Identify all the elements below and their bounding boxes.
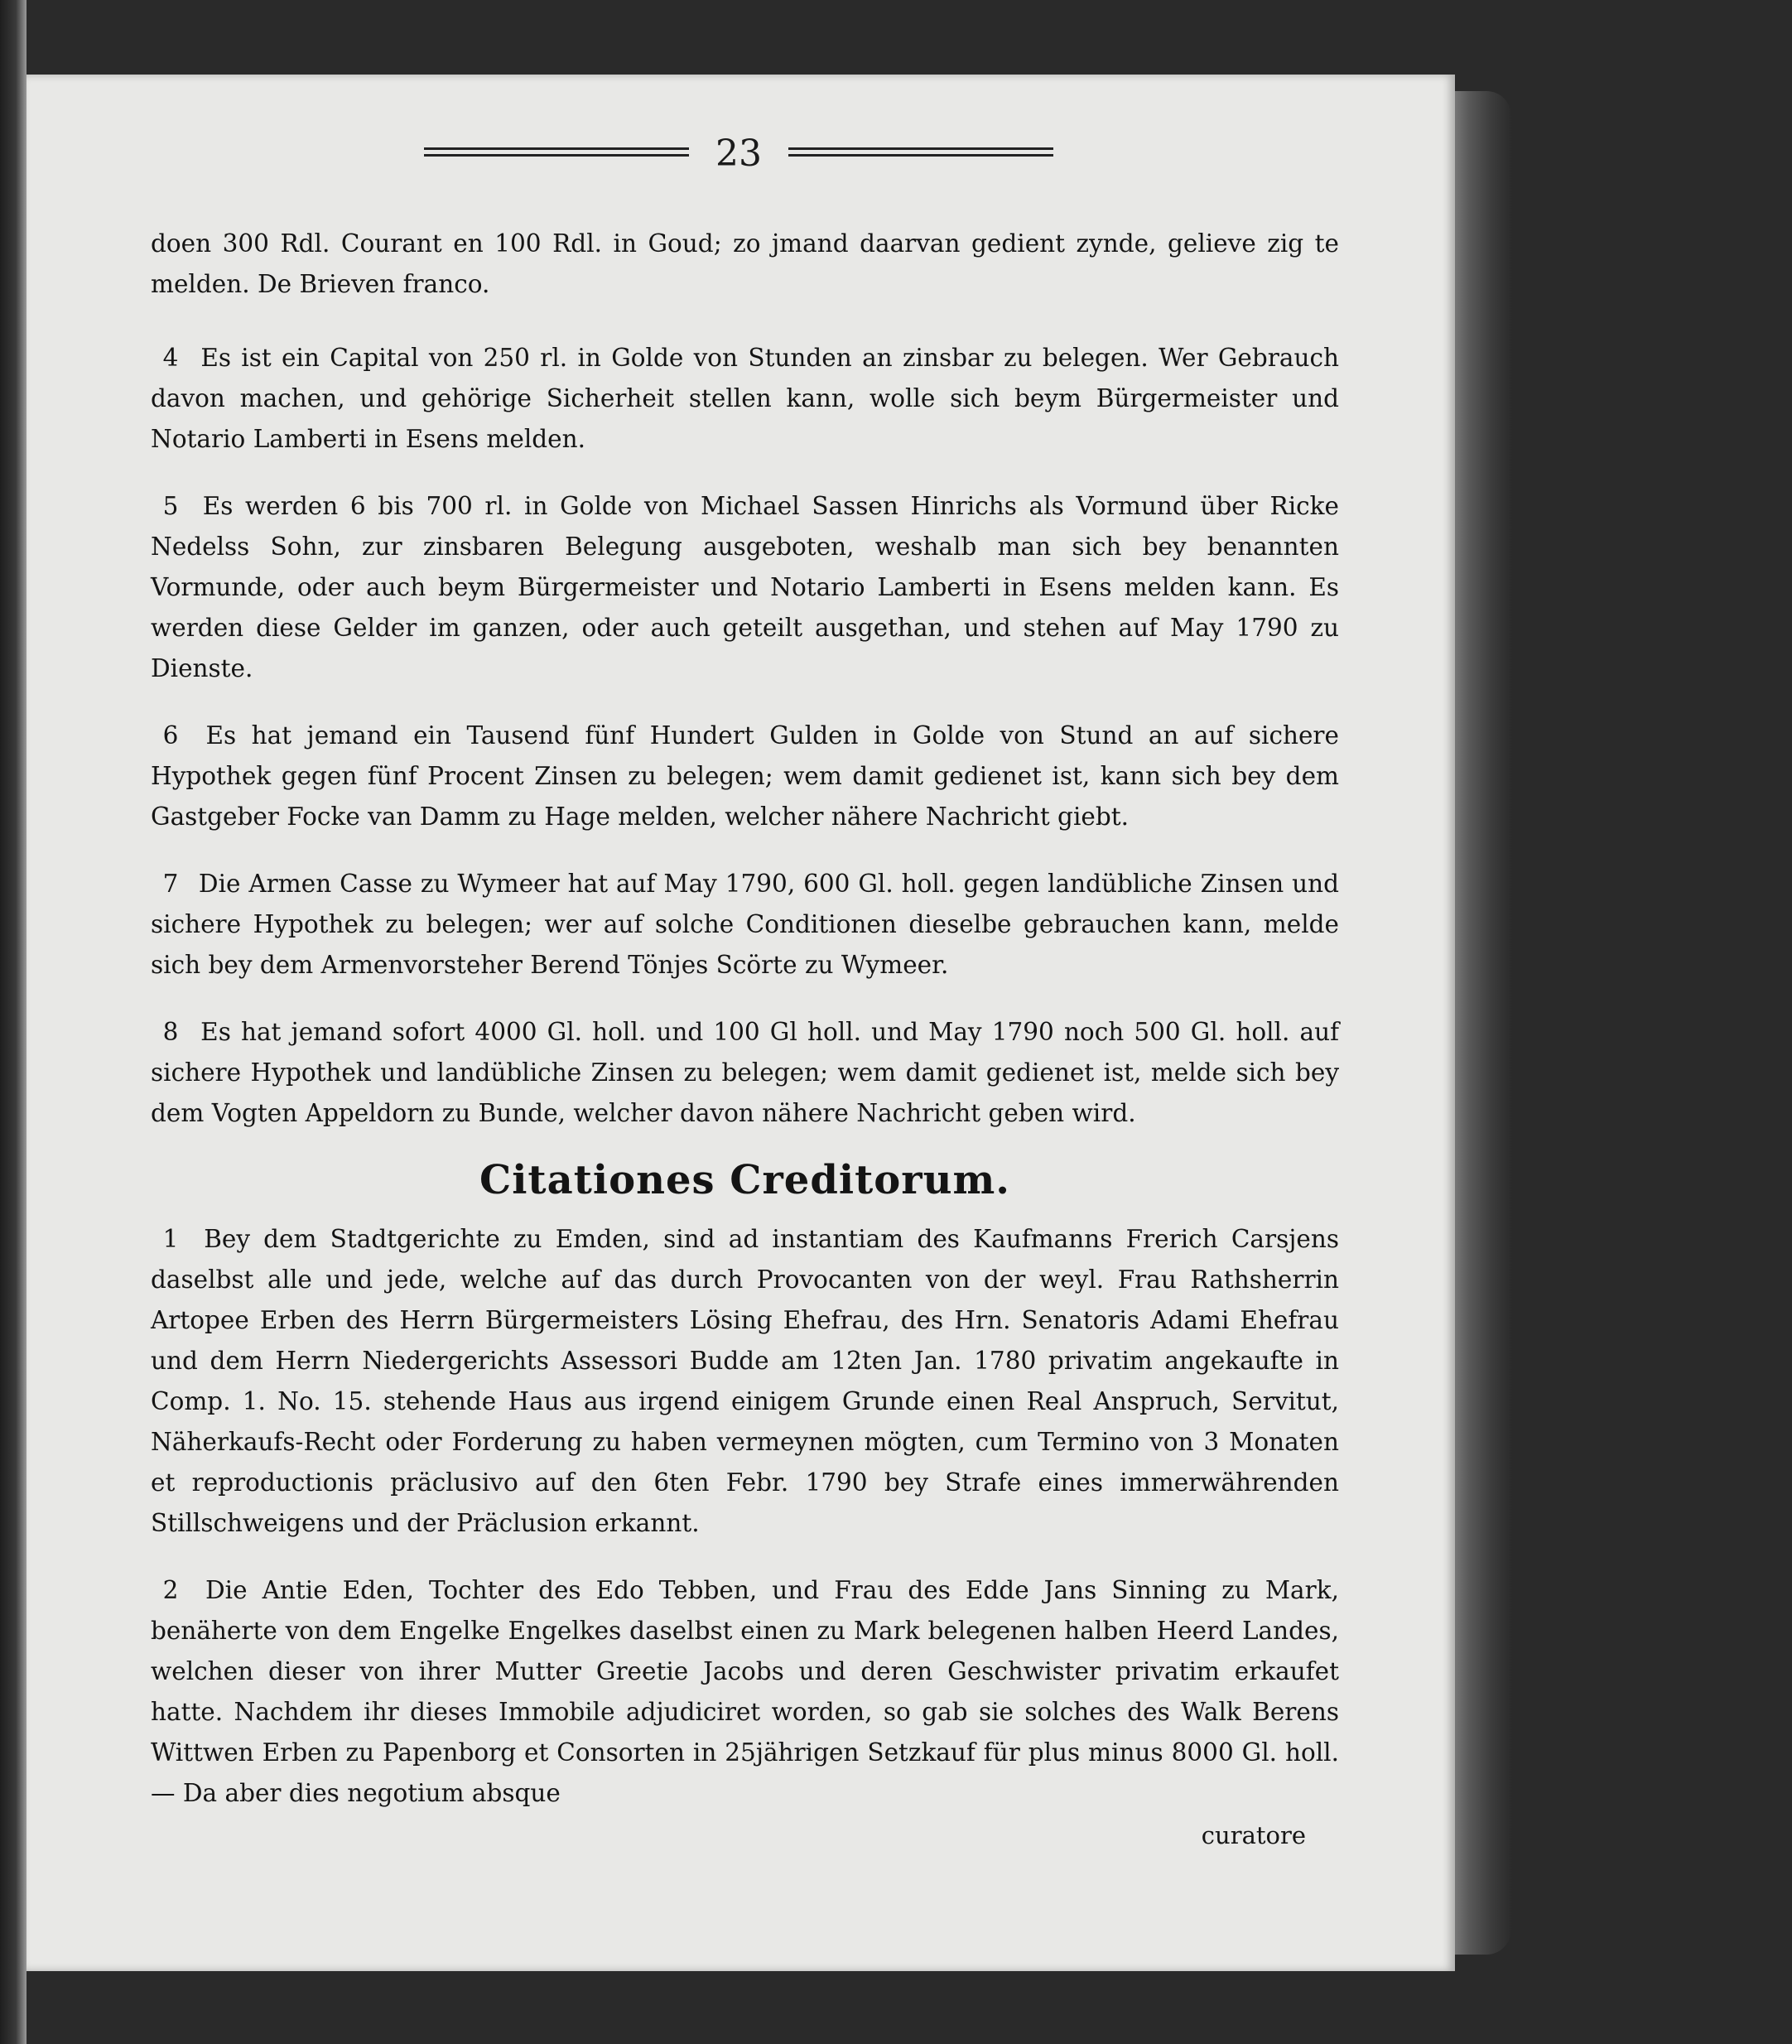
notice-number: 5: [162, 492, 179, 520]
catchword: curatore: [1201, 1821, 1306, 1849]
notice-5: [151, 486, 1339, 689]
notice-6: [151, 716, 1339, 837]
citation-text: Die Antie Eden, Tochter des Edo Tebben, und Frau des Edde Jans Sinning zu Mark, benäherte von dem Engelke Engelkes daselbst einen zu Mark belegenen halben Heerd Landes, welchen dieser von ihrer Mutter Greetie Jacobs und deren Geschwister privatim erkaufet hatte. Nachdem ihr dieses Immobile adjudiciret worden, so gab sie solches des Walk Berens Wittwen Erben zu Papenborg et Consorten in 25jährigen Setzkauf für plus minus 8000 Gl. holl. — Da aber dies negotium absque: [151, 1576, 1339, 1807]
notice-8: [151, 1012, 1339, 1134]
notice-text: Es werden 6 bis 700 rl. in Golde von Michael Sassen Hinrichs als Vormund über Ricke Nedelss Sohn, zur zinsbaren Belegung ausgeboten, weshalb man sich bey benannten Vormunde, oder auch beym Bürgermeister und Notario Lamberti in Esens melden kann. Es werden diese Gelder im ganzen, oder auch geteilt ausgethan, und stehen auf May 1790 zu Dienste.: [151, 492, 1339, 682]
section-heading: Citationes Creditorum.: [479, 1157, 1010, 1203]
notice-4: [151, 338, 1339, 460]
notice-text: Es ist ein Capital von 250 rl. in Golde von Stunden an zinsbar zu belegen. Wer Gebrauch davon machen, und gehörige Sicherheit stellen kann, wolle sich beym Bürgermeister und Notario Lamberti in Esens melden.: [151, 344, 1339, 453]
notice-number: 6: [162, 721, 179, 750]
notice-number: 8: [162, 1018, 179, 1046]
citation-1: [151, 1219, 1339, 1544]
notice-text: Die Armen Casse zu Wymeer hat auf May 1790, 600 Gl. holl. gegen landübliche Zinsen und sichere Hypothek zu belegen; wer auf solche Conditionen dieselbe gebrauchen kann, melde sich bey dem Armenvorsteher Berend Tönjes Scörte zu Wymeer.: [151, 870, 1339, 979]
book-page: [26, 75, 1455, 1971]
citation-2: [151, 1570, 1339, 1814]
citation-number: 2: [162, 1576, 179, 1604]
notice-number: 7: [162, 870, 179, 898]
notice-number: 4: [162, 344, 179, 372]
notice-7: [151, 864, 1339, 986]
page-header: [424, 133, 1053, 182]
page-body: [151, 224, 1339, 1856]
header-rule-right: [788, 147, 1053, 166]
notice-text: Es hat jemand ein Tausend fünf Hundert Gulden in Golde von Stund an auf sichere Hypothek gegen fünf Procent Zinsen zu belegen; wem damit gedienet ist, kann sich bey dem Gastgeber Focke van Damm zu Hage melden, welcher nähere Nachricht giebt.: [151, 721, 1339, 831]
citation-number: 1: [162, 1225, 179, 1253]
notice-text: Es hat jemand sofort 4000 Gl. holl. und 100 Gl holl. und May 1790 noch 500 Gl. holl. auf sichere Hypothek und landübliche Zinsen zu belegen; wem damit gedienet ist, melde sich bey dem Vogten Appeldorn zu Bunde, welcher davon nähere Nachricht geben wird.: [151, 1018, 1339, 1127]
book-edge: [1445, 91, 1511, 1955]
continuation-paragraph: doen 300 Rdl. Courant en 100 Rdl. in Goud; zo jmand daarvan gedient zynde, gelieve zig te melden. De Brieven franco.: [151, 229, 1339, 298]
previous-page-edge: [0, 0, 26, 2044]
header-rule-left: [424, 147, 689, 166]
citation-text: Bey dem Stadtgerichte zu Emden, sind ad instantiam des Kaufmanns Frerich Carsjens daselbst alle und jede, welche auf das durch Provocanten von der weyl. Frau Rathsherrin Artopee Erben des Herrn Bürgermeisters Lösing Ehefrau, des Hrn. Senatoris Adami Ehefrau und dem Herrn Niedergerichts Assessori Budde am 12ten Jan. 1780 privatim angekaufte in Comp. 1. No. 15. stehende Haus aus irgend einigem Grunde einen Real Anspruch, Servitut, Näherkaufs-Recht oder Forderung zu haben vermeynen mögten, cum Termino von 3 Monaten et reproductionis präclusivo auf den 6ten Febr. 1790 bey Strafe eines immerwährenden Stillschweigens und der Präclusion erkannt.: [151, 1225, 1339, 1537]
page-number: 23: [715, 133, 762, 175]
